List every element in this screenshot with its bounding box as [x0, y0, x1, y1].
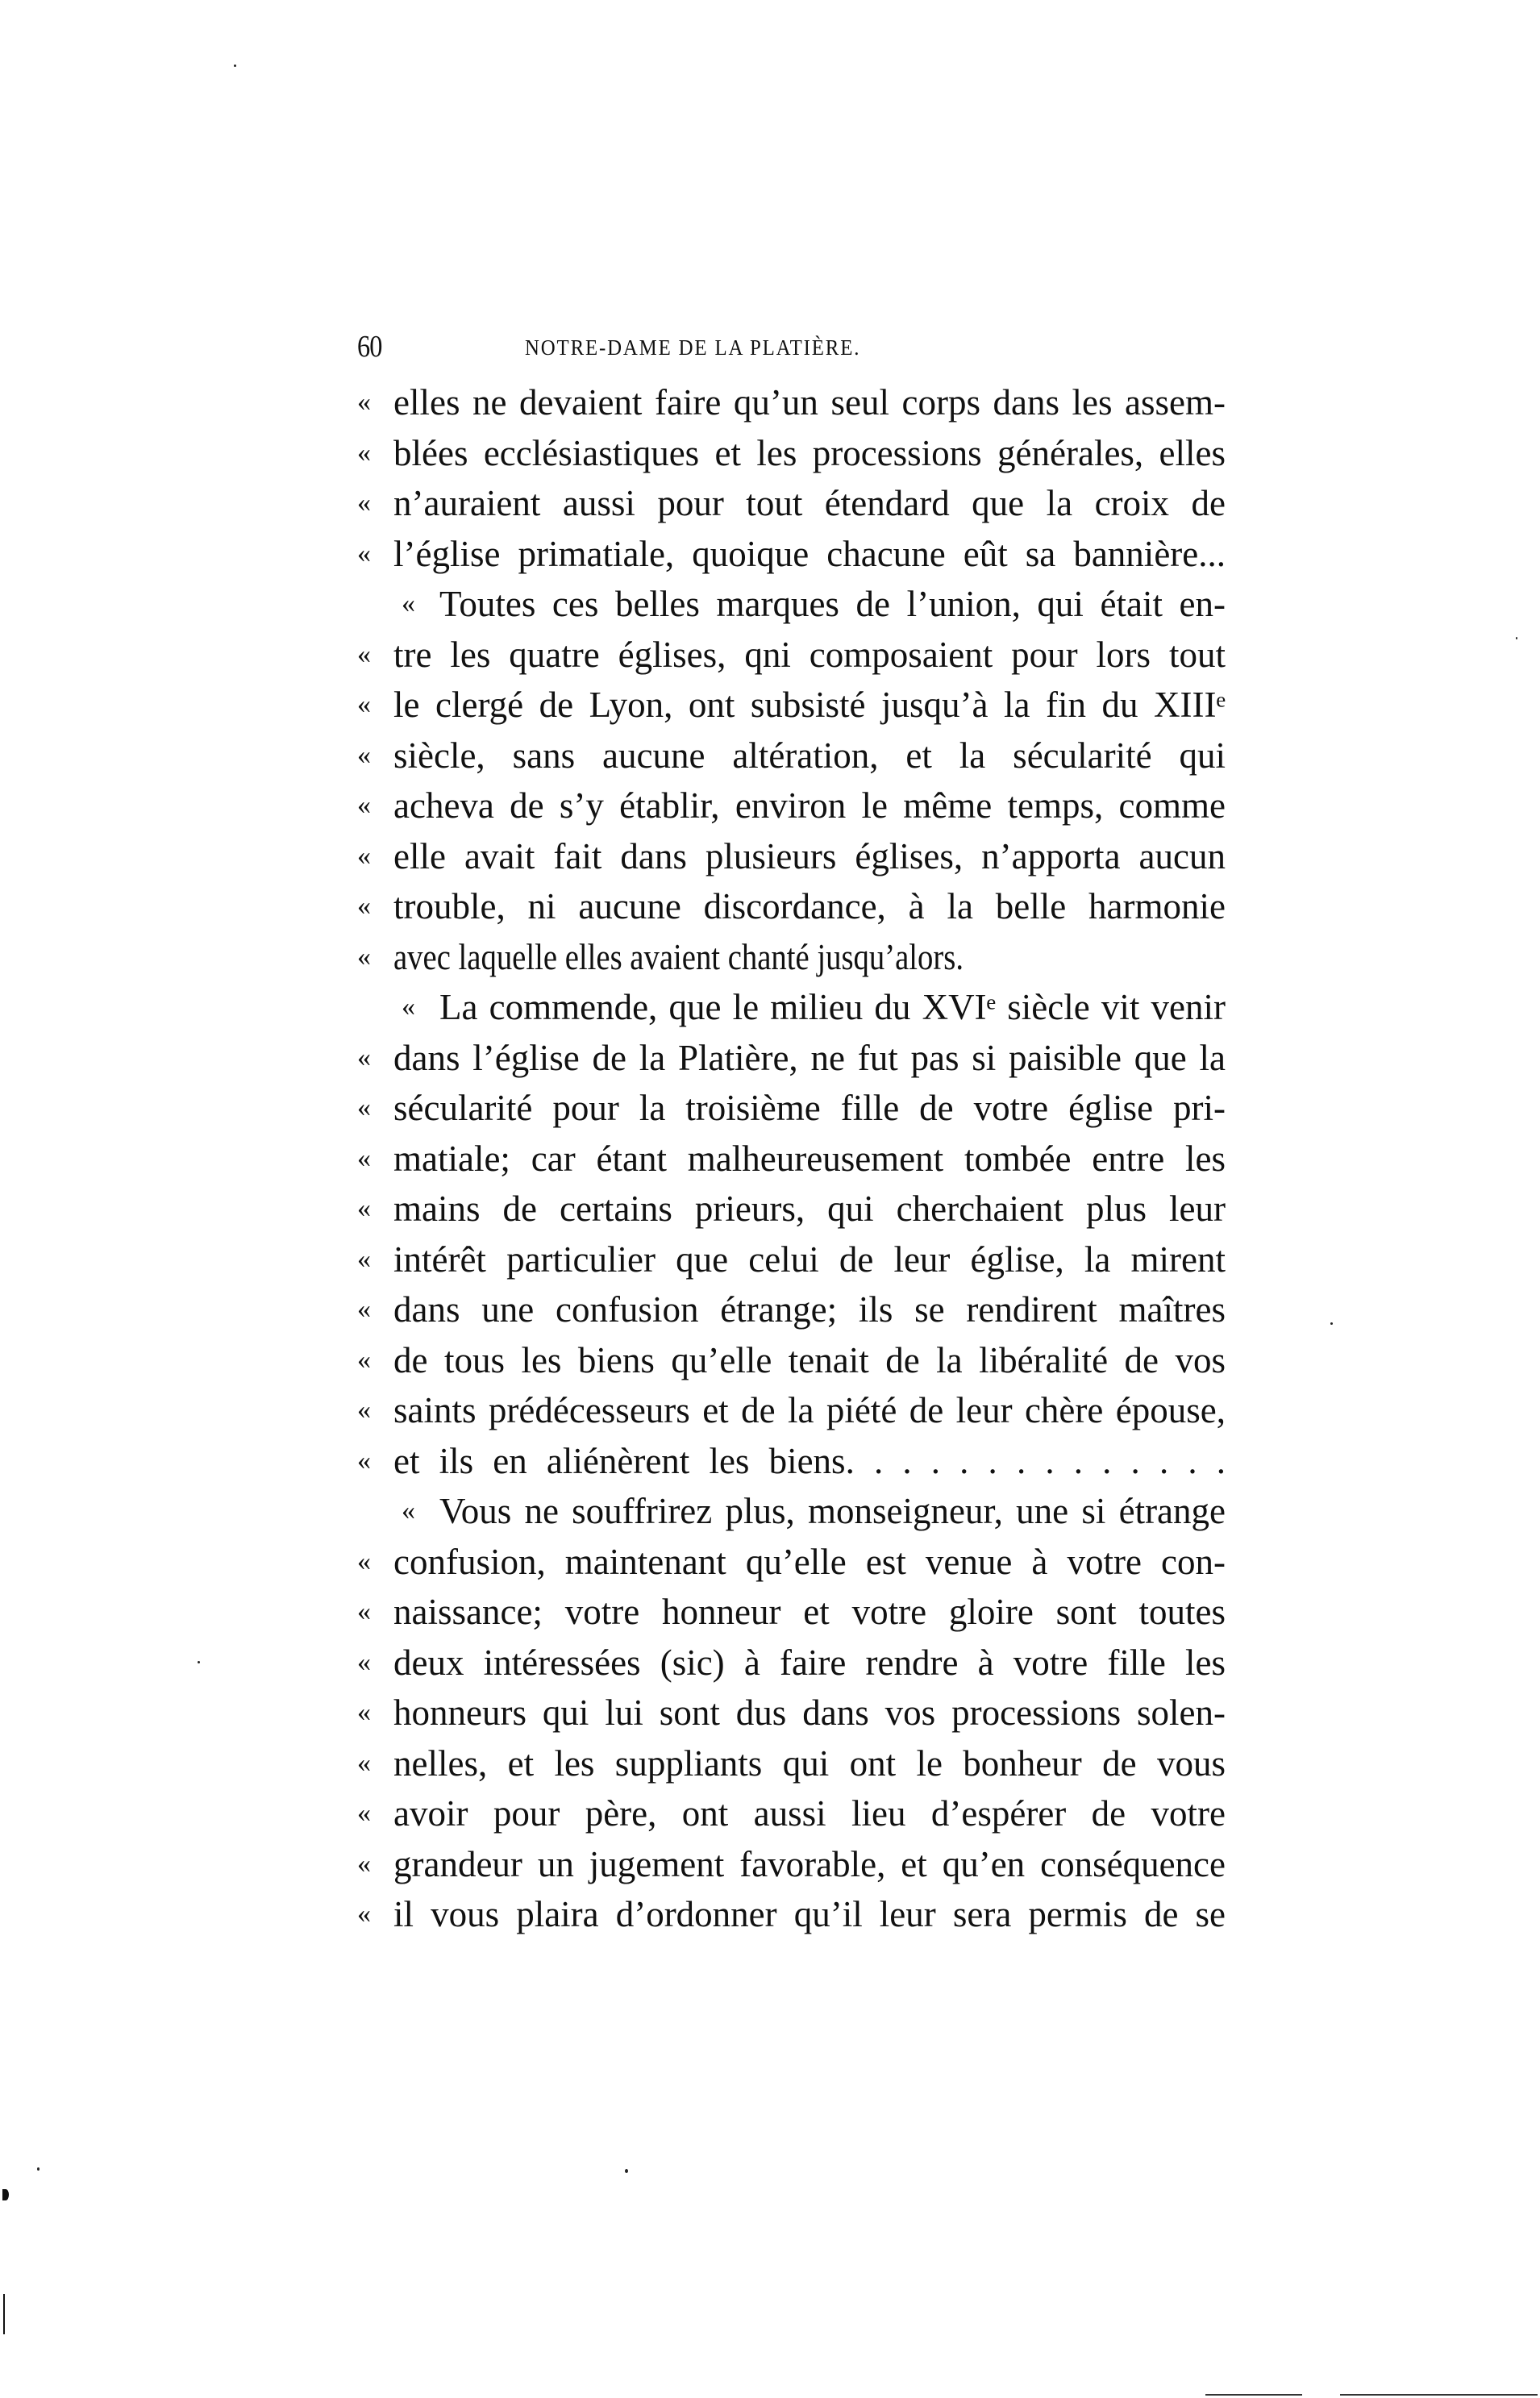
scan-edge-mark [2, 2189, 9, 2200]
line-text: tre les quatre églises, qni composaient pour lors tout [393, 634, 1226, 675]
quote-mark: « [357, 1143, 371, 1173]
quote-mark: « [357, 1647, 371, 1677]
line-text: blées ecclésiastiques et les processions générales, elles [393, 432, 1226, 473]
bottom-rule [1205, 2394, 1302, 2396]
line-text: acheva de s’y établir, environ le même temps, comme [393, 785, 1226, 826]
line-text: dans une confusion étrange; ils se rendirent maîtres [393, 1289, 1226, 1330]
line-text: nelles, et les suppliants qui ont le bonheur de vous [393, 1742, 1226, 1784]
line-text: Toutes ces belles marques de l’union, qui était en- [439, 584, 1226, 624]
scan-speck [1330, 1322, 1333, 1325]
text-line [357, 1083, 1226, 1134]
quote-mark: « [357, 387, 371, 417]
line-text: l’église primatiale, quoique chacune eût sa bannière... [393, 533, 1226, 574]
text-line [357, 1638, 1226, 1688]
quote-mark: « [357, 1395, 371, 1425]
quote-mark: « [357, 1294, 371, 1324]
line-text: confusion, maintenant qu’elle est venue à votre con- [393, 1541, 1226, 1582]
text-line [357, 529, 1226, 580]
text-line [357, 1839, 1226, 1890]
body-text [357, 377, 1226, 1940]
line-text: elles ne devaient faire qu’un seul corps dans les assem- [393, 382, 1226, 423]
line-text: trouble, ni aucune discordance, à la belle harmonie [393, 886, 1226, 926]
text-line [357, 428, 1226, 479]
quote-mark: « [357, 1243, 371, 1274]
text-line [357, 1033, 1226, 1084]
text-line [357, 1234, 1226, 1285]
line-text: elle avait fait dans plusieurs églises, n’apporta aucun [393, 835, 1226, 876]
text-line [357, 680, 1226, 731]
paragraph-end-line [357, 932, 1226, 983]
line-text: et ils en aliénèrent les biens. . . . . . . . . . . . . . [393, 1440, 1226, 1481]
quote-mark: « [357, 941, 371, 972]
text-line [357, 630, 1226, 681]
quote-mark: « [402, 1496, 415, 1526]
page-number: 60 [357, 330, 382, 364]
line-text: deux intéressées (sic) à faire rendre à votre fille les [393, 1642, 1226, 1683]
text-line [357, 731, 1226, 781]
text-line [357, 1889, 1226, 1940]
line-text: le clergé de Lyon, ont subsisté jusqu’à la fin du XIIIᵉ [393, 685, 1226, 725]
line-text: avoir pour père, ont aussi lieu d’espérer de votre [393, 1793, 1226, 1834]
line-text: matiale; car étant malheureusement tombée entre les [393, 1138, 1226, 1179]
text-line [357, 1436, 1226, 1487]
running-title: NOTRE-DAME DE LA PLATIÈRE. [525, 335, 861, 360]
paragraph-start-line [357, 579, 1226, 630]
quote-mark: « [357, 1597, 371, 1626]
paragraph-start-line [357, 982, 1226, 1033]
quote-mark: « [357, 1798, 371, 1828]
text-line [357, 1134, 1226, 1184]
text-line [357, 781, 1226, 831]
quote-mark: « [357, 639, 371, 669]
text-line [357, 377, 1226, 428]
text-line [357, 831, 1226, 882]
quote-mark: « [357, 1093, 371, 1122]
line-text: de tous les biens qu’elle tenait de la libéralité de vos [393, 1339, 1226, 1380]
line-text: il vous plaira d’ordonner qu’il leur sera permis de se [393, 1894, 1226, 1934]
text-line [357, 1688, 1226, 1738]
line-text: intérêt particulier que celui de leur église, la mirent [393, 1239, 1226, 1280]
scan-speck [37, 2167, 40, 2171]
line-text: grandeur un jugement favorable, et qu’en conséquence [393, 1843, 1226, 1884]
quote-mark: « [357, 689, 371, 719]
scan-speck [234, 65, 236, 67]
text-line [357, 1788, 1226, 1839]
line-text: saints prédécesseurs et de la piété de leur chère épouse, [393, 1390, 1226, 1430]
line-text: La commende, que le milieu du XVIᵉ siècle vit venir [439, 987, 1226, 1027]
line-text: sécularité pour la troisième fille de votre église pri- [393, 1088, 1226, 1128]
running-head [357, 327, 1226, 367]
bottom-rule [1340, 2394, 1538, 2396]
quote-mark: « [357, 1546, 371, 1576]
text-line [357, 1184, 1226, 1234]
quote-mark: « [357, 1193, 371, 1223]
line-text: mains de certains prieurs, qui cherchaient plus leur [393, 1189, 1226, 1229]
quote-mark: « [357, 437, 371, 468]
quote-mark: « [402, 589, 415, 618]
quote-mark: « [357, 891, 371, 921]
line-text: Vous ne souffrirez plus, monseigneur, une si étrange [439, 1491, 1226, 1531]
line-text: honneurs qui lui sont dus dans vos processions solen- [393, 1692, 1226, 1733]
quote-mark: « [357, 739, 371, 770]
text-line [357, 478, 1226, 529]
text-line [357, 1738, 1226, 1789]
scan-edge-mark [3, 2294, 5, 2334]
quote-mark: « [357, 790, 371, 820]
quote-mark: « [357, 1445, 371, 1476]
quote-mark: « [357, 1697, 371, 1727]
line-text: naissance; votre honneur et votre gloire sont toutes [393, 1592, 1226, 1632]
quote-mark: « [357, 1747, 371, 1778]
quote-mark: « [357, 1848, 371, 1879]
line-text: siècle, sans aucune altération, et la sécularité qui [393, 735, 1226, 776]
line-text: dans l’église de la Platière, ne fut pas si paisible que la [393, 1037, 1226, 1078]
quote-mark: « [357, 1042, 371, 1072]
text-line [357, 1385, 1226, 1436]
scan-speck [625, 2169, 628, 2173]
text-line [357, 1537, 1226, 1588]
scan-speck [1516, 637, 1517, 639]
quote-mark: « [357, 1344, 371, 1375]
quote-mark: « [357, 840, 371, 871]
quote-mark: « [402, 992, 415, 1022]
text-line [357, 1587, 1226, 1638]
line-text: n’auraient aussi pour tout étendard que la croix de [393, 483, 1226, 523]
line-text: avec laquelle elles avaient chanté jusqu’alors. [393, 936, 964, 977]
scan-speck [198, 1661, 200, 1663]
paragraph-start-line [357, 1486, 1226, 1537]
quote-mark: « [357, 488, 371, 518]
quote-mark: « [357, 1899, 371, 1929]
text-line [357, 1335, 1226, 1386]
text-line [357, 1284, 1226, 1335]
quote-mark: « [357, 538, 371, 568]
text-line [357, 881, 1226, 932]
